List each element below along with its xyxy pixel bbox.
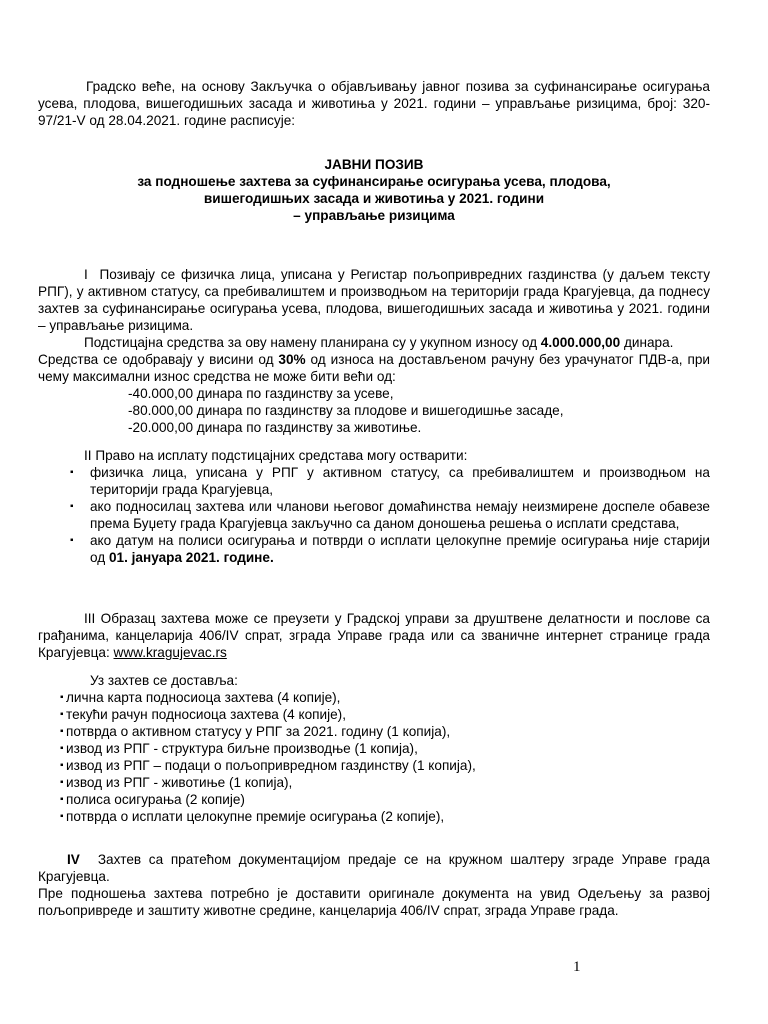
page-number: 1	[573, 959, 581, 975]
document-item-text: потврда о исплати целокупне премије осигурања (2 копије),	[66, 809, 445, 824]
section-2	[38, 447, 710, 566]
list-item	[38, 498, 710, 532]
website-link[interactable]: www.kragujevac.rs	[113, 645, 227, 660]
list-item	[38, 706, 710, 723]
bullet-icon: ▪	[60, 709, 64, 720]
document-item-text: извод из РПГ - животиње (1 копија),	[66, 775, 293, 790]
list-item	[38, 689, 710, 706]
document-item-text: лична карта подносиоца захтева (4 копије),	[66, 690, 341, 705]
document-item-text: извод из РПГ - структура биљне производње (1 копија),	[66, 741, 418, 756]
list-item	[38, 740, 710, 757]
funds-currency: динара.	[620, 335, 674, 350]
section-4-text-1: Захтев са пратећом документацијом предаје се на кружном шалтеру згpаде Управе града Крагујевца.	[38, 852, 710, 884]
document-item-text: текући рачун подносиоца захтева (4 копије),	[66, 707, 346, 722]
max-amount-animals: -20.000,00 динара по газдинству за животиње.	[128, 420, 422, 435]
max-amount-orchards: -80.000,00 динара по газдинству за плодове и вишегодишње засаде,	[128, 403, 564, 418]
section-1-roman: I	[84, 267, 88, 282]
list-item	[38, 532, 710, 566]
bullet-icon: ▪	[70, 467, 74, 478]
list-item	[38, 464, 710, 498]
eligibility-list	[38, 464, 710, 566]
document-page	[38, 0, 710, 1024]
documents-lead: Уз захтев се доставља:	[90, 673, 238, 688]
list-item	[38, 791, 710, 808]
bullet-icon: ▪	[60, 777, 64, 788]
section-1-text: Позивају се физичка лица, уписана у Регистар пољопривредних газдинства (у даљем тексту РПГ), у активном статусу, са пребивалиштем и производњом на територији града Крагујевца, да поднесу захтев за суфинансирање осигурања усева, плодова, вишегодишњих засада и животиња у 2021. години – управљање ризицима.	[38, 267, 710, 333]
bullet-icon: ▪	[70, 501, 74, 512]
section-4-roman: IV	[67, 852, 80, 867]
section-4-paragraph-1	[38, 851, 710, 885]
eligibility-text-2: ако подносилац захтева или чланови његовог домаћинства немају неизмирене доспеле обавезе према Буџету града Крагујевца закључно са даном доношења решења о исплати средстава,	[90, 499, 710, 531]
funds-amount: 4.000.000,00	[540, 335, 621, 350]
heading-line-4: – управљање ризицима	[293, 208, 455, 223]
percent-text-post: од износа на достављеном рачуну без урачунатог ПДВ-а, при чему максимални износ средства не може бити већи од:	[38, 352, 710, 384]
funds-paragraph	[38, 334, 710, 351]
list-item	[38, 774, 710, 791]
document-heading	[38, 156, 710, 224]
max-amount-crops: -40.000,00 динара по газдинству за усеве,	[128, 386, 394, 401]
percent-paragraph	[38, 351, 710, 385]
bullet-icon: ▪	[60, 692, 64, 703]
intro-text: Градско веће, на основу Закључка о објављивању јавног позива за суфинансирање осигурања усева, плодова, вишегодишњих засада и животиња у 2021. години – управљање ризицима, број: 320-97/21-V од 28.04.2021. године расписује:	[38, 79, 710, 128]
eligibility-date: 01. јануара 2021. године.	[108, 550, 274, 565]
heading-line-2: за подношење захтева за суфинансирање осигурања усева, плодова,	[137, 174, 611, 189]
bullet-icon: ▪	[60, 811, 64, 822]
section-3	[38, 610, 710, 661]
percent-text-pre: Средства се одобравају у висини од	[38, 352, 279, 367]
list-item	[38, 723, 710, 740]
documents-list	[38, 689, 710, 825]
list-item	[38, 757, 710, 774]
document-item-text: полиса осигурања (2 копије)	[66, 792, 245, 807]
eligibility-text-1: физичка лица, уписана у РПГ у активном статусу, са пребивалиштем и производњом на територији града Крагујевца,	[90, 465, 710, 497]
bullet-icon: ▪	[60, 726, 64, 737]
section-3-paragraph	[38, 610, 710, 661]
section-2-intro-text: Право на исплату подстицајних средстава могу остварити:	[95, 448, 468, 463]
heading-title: ЈАВНИ ПОЗИВ	[324, 157, 424, 172]
funds-text: Подстицајна средства за ову намену планирана су у укупном износу од	[84, 335, 541, 350]
intro-paragraph	[38, 78, 710, 129]
section-1	[38, 266, 710, 436]
document-item-text: извод из РПГ – подаци о пољопривредном газдинству (1 копија),	[66, 758, 476, 773]
bullet-icon: ▪	[60, 743, 64, 754]
max-amounts-list	[128, 385, 710, 436]
bullet-icon: ▪	[70, 535, 74, 546]
section-3-roman: III	[84, 611, 96, 626]
section-2-intro	[38, 447, 710, 464]
section-3-text: Образац захтева може се преузети у Градској управи за друштвене делатности и послове са грађанима, канцеларија 406/IV спрат, зграда Управе града или са званичне интернет странице града Крагујевца:	[38, 611, 710, 660]
percent-value: 30%	[278, 352, 306, 367]
list-item	[38, 808, 710, 825]
bullet-icon: ▪	[60, 794, 64, 805]
section-1-paragraph	[38, 266, 710, 334]
heading-line-3: вишегодишњих засада и животиња у 2021. години	[203, 191, 545, 206]
documents-section	[38, 672, 710, 825]
document-item-text: потврда о активном статусу у РПГ за 2021. годину (1 копија),	[66, 724, 451, 739]
section-4	[38, 851, 710, 919]
bullet-icon: ▪	[60, 760, 64, 771]
section-4-paragraph-2: Пре подношења захтева потребно је доставити оригинале документа на увид Одељењу за развој пољопривреде и заштиту животне средине, канцеларија 406/IV спрат, зграда Управе града.	[38, 886, 710, 918]
eligibility-text-3: ако датум на полиси осигурања и потврди о исплати целокупне премије осигурања није старији од	[90, 533, 710, 565]
section-2-roman: II	[84, 448, 92, 463]
